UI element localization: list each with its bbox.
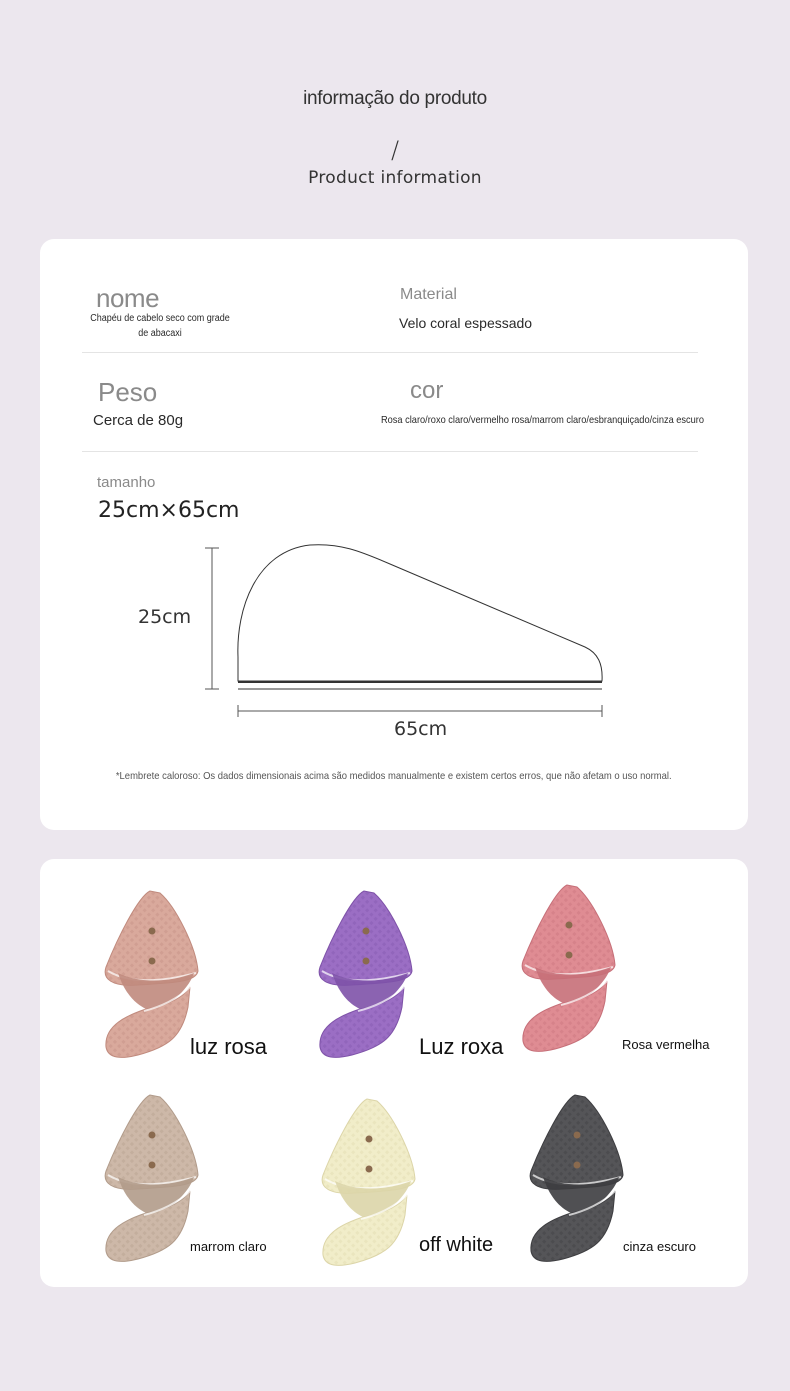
height-dimension-line: [205, 548, 219, 689]
length-dimension-label: 65cm: [394, 718, 448, 740]
size-diagram: [40, 239, 748, 830]
color-label: cor: [410, 377, 444, 404]
title-separator: /: [390, 136, 400, 164]
product-info-card: [40, 239, 748, 830]
size-label: tamanho: [97, 474, 156, 491]
name-label: nome: [96, 283, 160, 313]
page-title-pt: informação do produto: [303, 88, 487, 109]
name-value: Chapéu de cabelo seco com grade de abacaxi: [90, 313, 230, 339]
color-label-1: luz rosa: [190, 1034, 268, 1059]
height-dimension-label: 25cm: [138, 606, 192, 628]
page-title-en: Product information: [308, 168, 482, 188]
color-label-6: cinza escuro: [623, 1239, 696, 1254]
color-label-5: off white: [419, 1234, 494, 1256]
material-value: Velo coral espessado: [399, 315, 533, 331]
color-label-2: Luz roxa: [419, 1034, 504, 1059]
length-dimension-line: [238, 705, 602, 717]
color-label-3: Rosa vermelha: [622, 1037, 710, 1052]
color-label-4: marrom claro: [190, 1239, 267, 1254]
weight-label: Peso: [98, 377, 158, 407]
towel-outline: [238, 545, 602, 689]
measurement-note: *Lembrete caloroso: Os dados dimensionais acima são medidos manualmente e existem certos erros, que não afetam o uso normal.: [116, 770, 672, 782]
weight-value: Cerca de 80g: [93, 412, 184, 429]
color-value: Rosa claro/roxo claro/vermelho rosa/marrom claro/esbranquiçado/cinza escuro: [381, 414, 705, 426]
color-options-card: [40, 859, 748, 1287]
size-value: 25cm×65cm: [98, 498, 240, 523]
material-label: Material: [400, 286, 457, 303]
